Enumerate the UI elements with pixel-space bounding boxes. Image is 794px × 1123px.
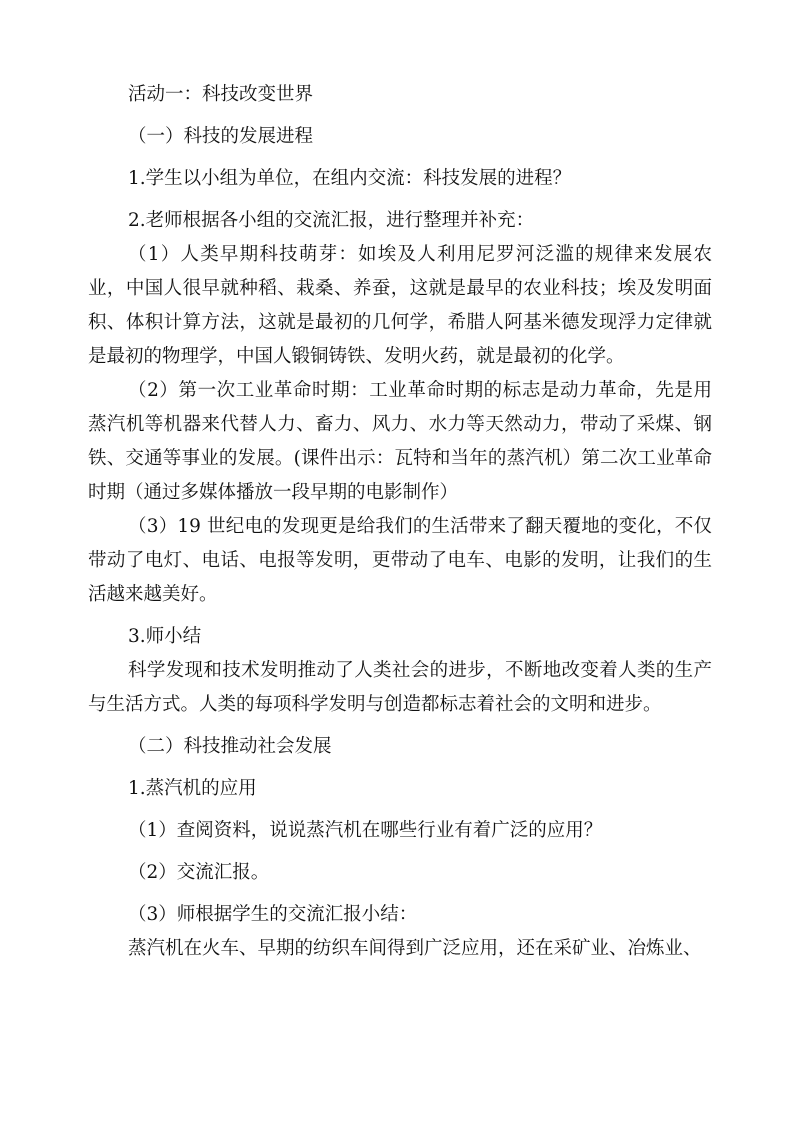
sub-item: （1）查阅资料，说说蒸汽机在哪些行业有着广泛的应用？ [128, 820, 603, 841]
body-paragraph: 蒸汽机在火车、早期的纺织车间得到广泛应用，还在采矿业、冶炼业、 [128, 938, 702, 959]
section-heading: （二）科技推动社会发展 [128, 736, 332, 757]
step-item: 1.蒸汽机的应用 [128, 778, 257, 799]
body-paragraph: （1）人类早期科技萌芽：如埃及人利用尼罗河泛滥的规律来发展农业，中国人很早就种稻、栽桑、养蚕，这就是最早的农业科技；埃及发明面积、体积计算方法，这就是最初的几何学，希腊人阿基米德发现浮力定律就是最初的物理学，中国人锻铜铸铁、发明火药，就是最初的化学。 [88, 244, 712, 367]
sub-item: （3）师根据学生的交流汇报小结： [128, 904, 418, 925]
body-paragraph: （3）19 世纪电的发现更是给我们的生活带来了翻天覆地的变化，不仅带动了电灯、电话、电报等发明，更带动了电车、电影的发明，让我们的生活越来越美好。 [88, 516, 712, 605]
body-paragraph: 科学发现和技术发明推动了人类社会的进步，不断地改变着人类的生产与生活方式。人类的每项科学发明与创造都标志着社会的文明和进步。 [88, 660, 712, 715]
step-item: 3.师小结 [128, 626, 202, 647]
section-heading: （一）科技的发展进程 [128, 126, 314, 147]
activity-title: 活动一：科技改变世界 [128, 84, 314, 105]
document-body [88, 78, 712, 966]
step-item: 2.老师根据各小组的交流汇报，进行整理并补充： [128, 210, 535, 231]
body-paragraph: （2）第一次工业革命时期：工业革命时期的标志是动力革命，先是用蒸汽机等机器来代替人力、畜力、风力、水力等天然动力，带动了采煤、钢铁、交通等事业的发展。(课件出示：瓦特和当年的蒸汽机）第二次工业革命时期（通过多媒体播放一段早期的电影制作） [88, 380, 712, 503]
step-item: 1.学生以小组为单位，在组内交流：科技发展的进程？ [128, 168, 572, 189]
sub-item: （2）交流汇报。 [128, 862, 270, 883]
